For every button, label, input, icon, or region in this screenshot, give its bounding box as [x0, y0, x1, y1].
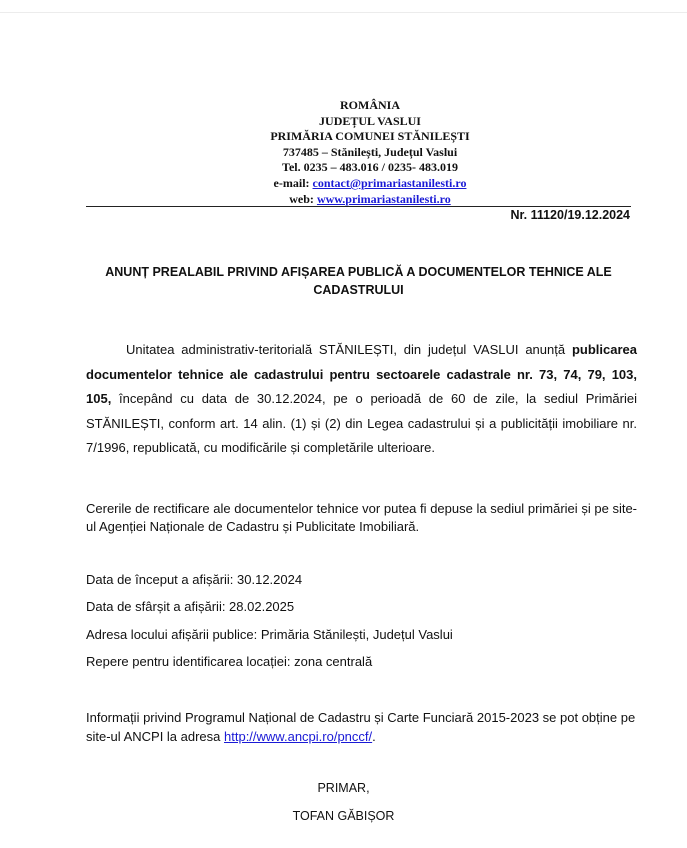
letterhead-web-line [180, 192, 560, 208]
email-link[interactable]: contact@primariastanilesti.ro [312, 175, 467, 190]
signature-name: TOFAN GĂBIȘOR [292, 809, 395, 823]
letterhead-institution: PRIMĂRIA COMUNEI STĂNILEȘTI [270, 129, 470, 144]
announcement-paragraph [86, 338, 637, 461]
end-date: Data de sfârșit a afișării: 28.02.2025 [86, 599, 295, 614]
ancpi-link[interactable]: http://www.ancpi.ro/pnccf/ [224, 728, 373, 744]
paragraph-bold-sectors: publicarea documentelor tehnice ale cadastrului pentru sectoarele cadastrale nr. 73, 74, 79, 103, 105, [86, 342, 637, 407]
paragraph-intro: Unitatea administrativ-teritorială STĂNILEȘTI, din județul VASLUI anunță [126, 342, 572, 357]
letterhead-phone: Tel. 0235 – 483.016 / 0235- 483.019 [282, 160, 458, 175]
info-text: Informații privind Programul Național de Cadastru și Carte Funciară 2015-2023 se pot obține pe site-ul ANCPI la adresa [86, 710, 636, 744]
letterhead-email-line [180, 176, 560, 192]
registration-number: Nr. 11120/19.12.2024 [510, 208, 630, 222]
letterhead-country: ROMÂNIA [340, 98, 400, 112]
web-label: web: [289, 191, 317, 206]
signature-role: PRIMAR, [317, 781, 370, 795]
document-title: ANUNȚ PREALABIL PRIVIND AFIȘAREA PUBLICĂ A DOCUMENTELOR TEHNICE ALE CADASTRULUI [105, 265, 612, 297]
location-landmarks: Repere pentru identificarea locației: zona centrală [86, 654, 373, 669]
letterhead [180, 98, 560, 207]
info-paragraph [86, 709, 637, 746]
paragraph-rest: începând cu data de 30.12.2024, pe o perioadă de 60 de zile, la sediul Primăriei STĂNILEȘTI, conform art. 14 alin. (1) și (2) din Legea cadastrului și a publicității imobiliare nr. 7/1996, republicată, cu modificările și completările ulterioare. [86, 391, 637, 456]
start-date: Data de început a afișării: 30.12.2024 [86, 572, 303, 587]
letterhead-address: 737485 – Stănilești, Județul Vaslui [282, 144, 458, 159]
info-end: . [372, 728, 376, 744]
display-address: Adresa locului afișării publice: Primăria Stănilești, Județul Vaslui [86, 627, 453, 642]
web-link[interactable]: www.primariastanilesti.ro [316, 191, 451, 206]
rectification-paragraph: Cererile de rectificare ale documentelor tehnice vor putea fi depuse la sediul primăriei și pe site-ul Agenției Naționale de Cadastru și Publicitate Imobiliară. [86, 501, 637, 534]
letterhead-county: JUDEȚUL VASLUI [319, 113, 421, 128]
header-rule [86, 206, 631, 207]
top-divider [0, 12, 687, 13]
email-label: e-mail: [273, 175, 313, 190]
